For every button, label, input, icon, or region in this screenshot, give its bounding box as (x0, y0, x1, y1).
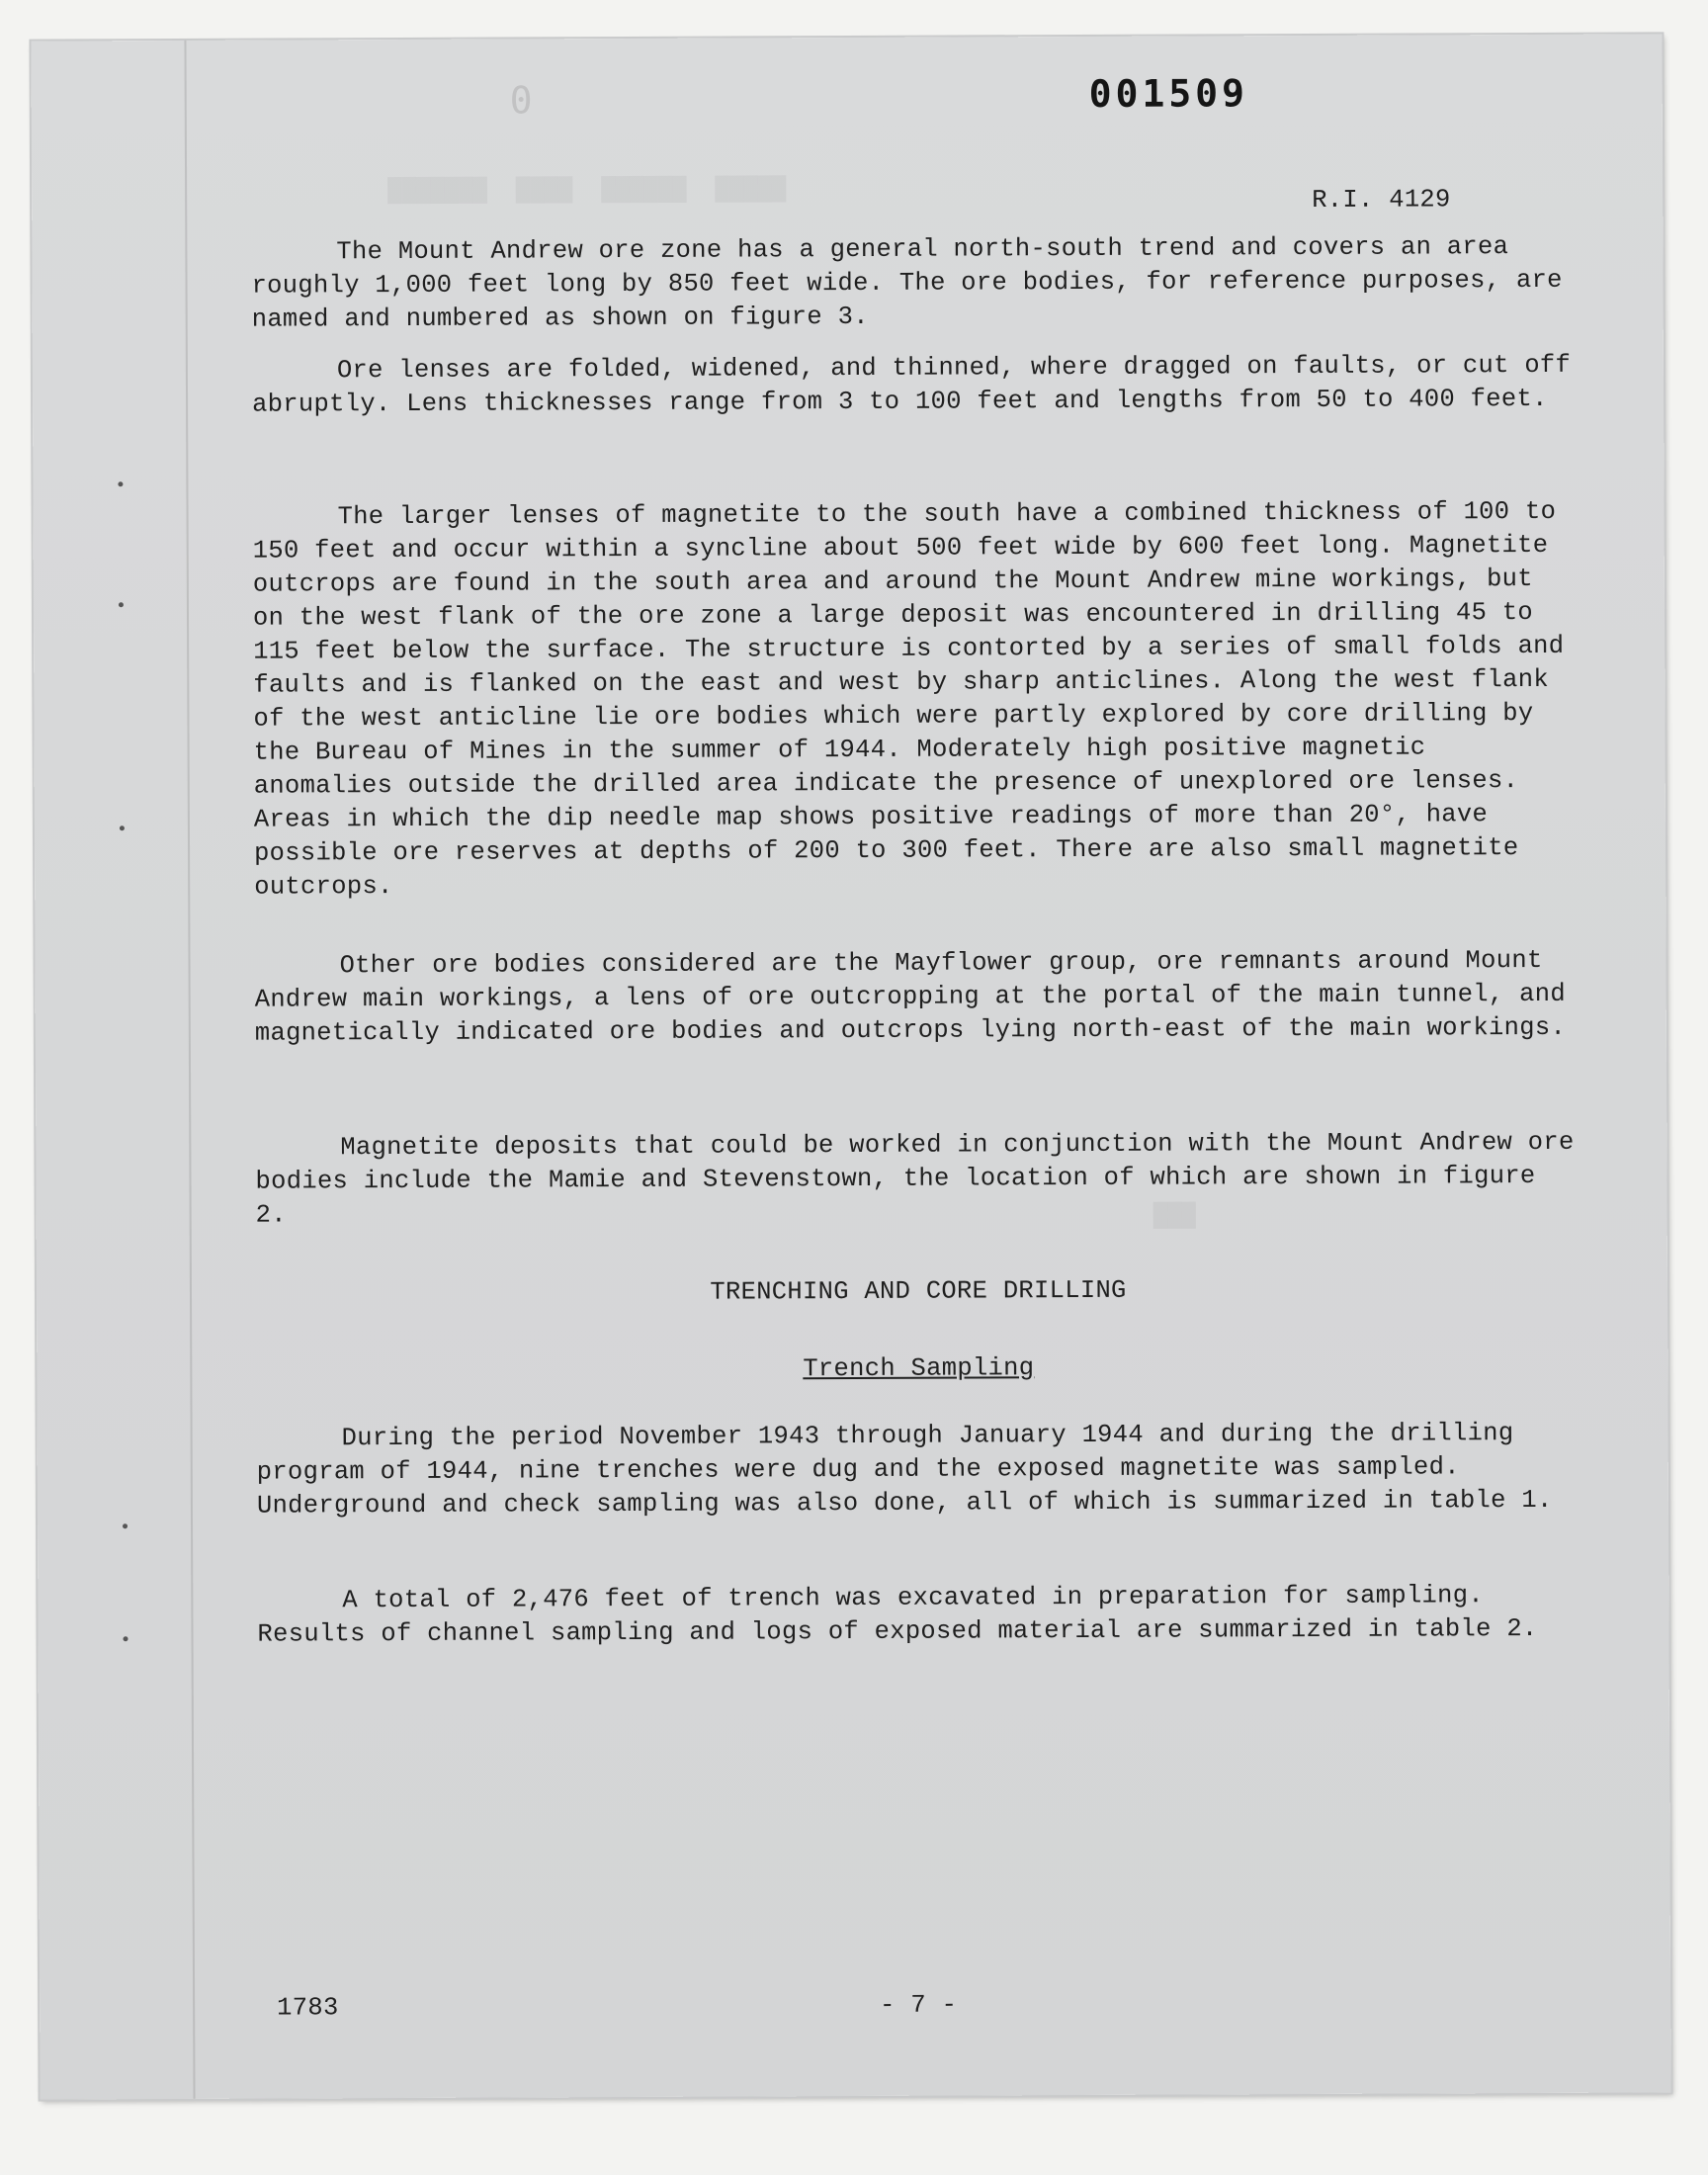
paragraph-other-ore-bodies: Other ore bodies considered are the Mayflower group, ore remnants around Mount Andrew main workings, a lens of ore outcropping at the portal of the main tunnel, and magnetically indicated ore bodies and outcrops lying north-east of the main workings. (254, 945, 1567, 1048)
section-subheading: Trench Sampling (803, 1353, 1035, 1384)
show-through-artifact: █████ ██████ ████ ███████ (387, 176, 787, 206)
paragraph-ore-lenses: Ore lenses are folded, widened, and thinned, where dragged on faults, or cut off abruptly. Lens thicknesses range from 3 to 100 feet and lengths from 50 to 400 feet. (252, 350, 1572, 419)
margin-mark (124, 1636, 128, 1641)
page-number: - 7 - (880, 1990, 958, 2020)
margin-mark (118, 481, 123, 486)
ghost-document-number: 0 (505, 78, 533, 123)
paragraph-trench-total: A total of 2,476 feet of trench was excavated in preparation for sampling. Results of channel sampling and logs of exposed material are summarized in table 2. (257, 1581, 1538, 1649)
margin-mark (123, 1523, 128, 1528)
paragraph-trench-period: During the period November 1943 through January 1944 and during the drilling program of 1944, nine trenches were dug and the exposed magnetite was sampled. Underground and check sampling was also done, all of which is summarized in table 1. (256, 1419, 1553, 1521)
footer-number: 1783 (277, 1993, 339, 2023)
section-heading: TRENCHING AND CORE DRILLING (710, 1275, 1127, 1307)
document-page (31, 34, 1670, 2099)
document-number: 001509 (1088, 71, 1249, 116)
paragraph-magnetite-deposits: Magnetite deposits that could be worked in conjunction with the Mount Andrew ore bodies include the Mamie and Stevenstown, the location of which are shown in figure 2. (255, 1127, 1575, 1230)
show-through-artifact: ███ (1153, 1202, 1196, 1230)
paragraph-larger-lenses: The larger lenses of magnetite to the south have a combined thickness of 100 to 150 feet and occur within a syncline about 500 feet wide by 600 feet long. Magnetite outcrops are found in the south area and around the Mount Andrew mine workings, but on the west flank of the ore zone a large deposit was encountered in drilling 45 to 115 feet below the surface. The structure is contorted by a series of small folds and faults and is flanked on the east and west by sharp anticlines. Along the west flank of the west anticline lie ore bodies which were partly explored by core drilling by the Bureau of Mines in the summer of 1944. Moderately high positive magnetic anomalies outside the drilled area indicate the presence of unexplored ore lenses. Areas in which the dip needle map shows positive readings of more than 20°, have possible ore reserves at depths of 200 to 300 feet. There are also small magnetite outcrops. (252, 496, 1565, 902)
margin-mark (120, 826, 125, 830)
margin-mark (119, 602, 124, 607)
paragraph-ore-zone: The Mount Andrew ore zone has a general north-south trend and covers an area roughly 1,000 feet long by 850 feet wide. The ore bodies, for reference purposes, are named and numbered as shown on figure 3. (251, 232, 1563, 334)
report-id: R.I. 4129 (1312, 185, 1451, 215)
